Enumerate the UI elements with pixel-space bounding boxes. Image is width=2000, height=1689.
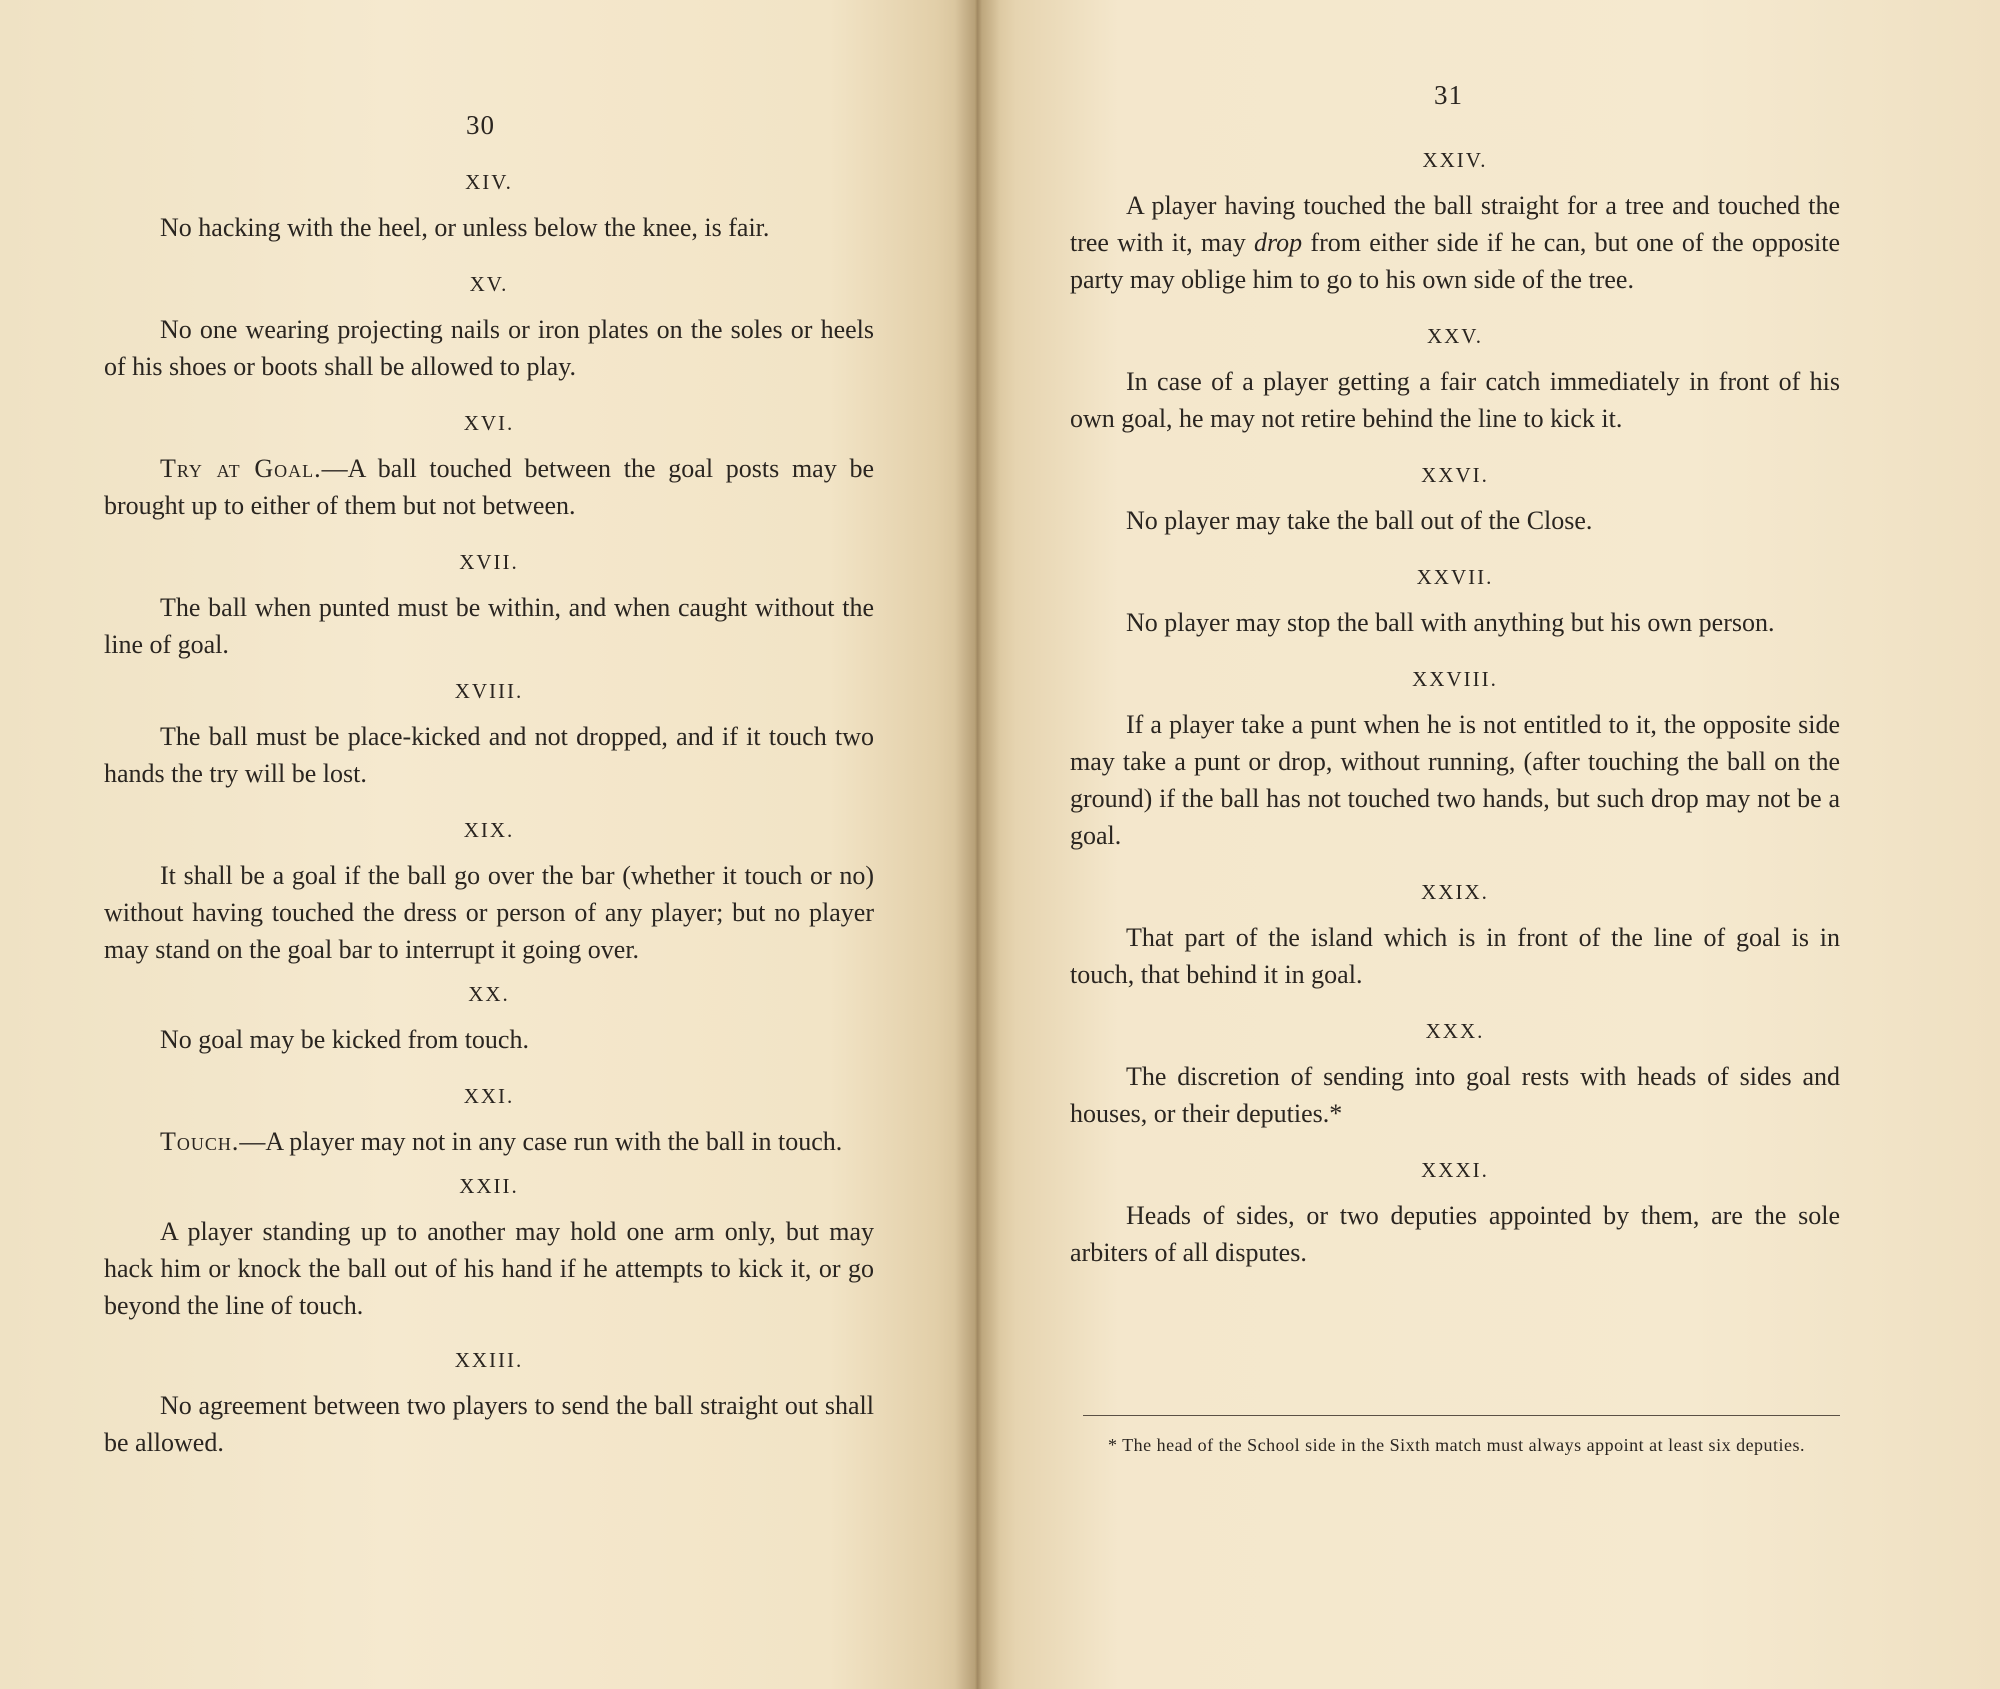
rule-body: A player having touched the ball straight for a tree and touched the tree with it, may xyxy=(1070,191,1840,257)
rule-lead: Try at Goal. xyxy=(160,454,322,483)
rule-section xyxy=(104,818,874,968)
rule-numeral: XXIV. xyxy=(1422,148,1488,172)
rule-section xyxy=(104,411,874,524)
rule-numeral: XXIII. xyxy=(454,1348,524,1372)
rule-body: —A player may not in any case run with the ball in touch. xyxy=(239,1127,843,1156)
rule-numeral: XVII. xyxy=(459,550,519,574)
rule-numeral: XXX. xyxy=(1425,1019,1485,1043)
rule-text: No player may take the ball out of the Close. xyxy=(1126,506,1593,535)
rule-text xyxy=(1070,187,1840,298)
rule-section xyxy=(1070,1019,1840,1132)
rule-text: The ball must be place-kicked and not dropped, and if it touch two hands the try will be lost. xyxy=(104,722,874,788)
rule-text: No hacking with the heel, or unless below the knee, is fair. xyxy=(160,213,770,242)
rule-section xyxy=(104,272,874,385)
rule-section xyxy=(104,679,874,792)
footnote-divider xyxy=(1083,1415,1840,1416)
rule-text: No one wearing projecting nails or iron plates on the soles or heels of his shoes or boots shall be allowed to play. xyxy=(104,315,874,381)
rule-numeral: XXXI. xyxy=(1421,1158,1489,1182)
rule-section xyxy=(104,1348,874,1461)
rule-text: That part of the island which is in front of the line of goal is in touch, that behind it in goal. xyxy=(1070,923,1840,989)
rule-text xyxy=(104,450,874,524)
rule-numeral: XXIX. xyxy=(1421,880,1489,904)
rule-body: —A ball touched between the goal posts may be brought up to either of them but not between. xyxy=(104,454,874,520)
rule-numeral: XVIII. xyxy=(454,679,524,703)
rule-text: The discretion of sending into goal rests with heads of sides and houses, or their deputies.* xyxy=(1070,1062,1840,1128)
rule-numeral: XXII. xyxy=(459,1174,519,1198)
rule-section xyxy=(1070,148,1840,298)
rule-text: If a player take a punt when he is not entitled to it, the opposite side may take a punt or drop, without running, (after touching the ball on the ground) if the ball has not touched two hands, but such drop may not be a goal. xyxy=(1070,710,1840,850)
rule-section xyxy=(1070,667,1840,854)
rule-text: Heads of sides, or two deputies appointed by them, are the sole arbiters of all disputes. xyxy=(1070,1201,1840,1267)
rule-numeral: XXV. xyxy=(1426,324,1484,348)
rule-text: In case of a player getting a fair catch immediately in front of his own goal, he may not retire behind the line to kick it. xyxy=(1070,367,1840,433)
rule-numeral: XXI. xyxy=(463,1084,515,1108)
rule-text: A player standing up to another may hold one arm only, but may hack him or knock the ball out of his hand if he attempts to kick it, or go beyond the line of touch. xyxy=(104,1217,874,1320)
rule-section xyxy=(104,550,874,663)
rule-numeral: XXVII. xyxy=(1416,565,1494,589)
rule-numeral: XV. xyxy=(469,272,509,296)
rule-text: It shall be a goal if the ball go over the bar (whether it touch or no) without having touched the dress or person of any player; but no player may stand on the goal bar to interrupt it going over. xyxy=(104,861,874,964)
rule-text: The ball when punted must be within, and when caught without the line of goal. xyxy=(104,593,874,659)
rule-numeral: XXVIII. xyxy=(1412,667,1498,691)
rule-lead: Touch. xyxy=(160,1127,240,1156)
rule-text: No agreement between two players to send the ball straight out shall be allowed. xyxy=(104,1391,874,1457)
rule-section xyxy=(1070,463,1840,539)
rule-section xyxy=(1070,324,1840,437)
rule-body: from either side if he can, but one of the opposite party may oblige him to go to his own side of the tree. xyxy=(1070,228,1840,294)
rule-text: No player may stop the ball with anything but his own person. xyxy=(1126,608,1775,637)
rule-section xyxy=(104,1174,874,1324)
rule-numeral: XXVI. xyxy=(1421,463,1489,487)
book-gutter xyxy=(955,0,1000,1689)
rule-section xyxy=(104,982,874,1058)
left-page-column xyxy=(104,170,874,1461)
left-page-number: 30 xyxy=(466,110,495,140)
rule-numeral: XIX. xyxy=(463,818,515,842)
rule-numeral: XVI. xyxy=(463,411,515,435)
rule-section xyxy=(1070,1158,1840,1271)
right-page-column xyxy=(1070,148,1840,1271)
rule-section xyxy=(104,1084,874,1160)
rule-numeral: XX. xyxy=(468,982,510,1006)
rule-italic: drop xyxy=(1253,228,1303,257)
right-page-number: 31 xyxy=(1434,80,1463,110)
rule-numeral: XIV. xyxy=(465,170,513,194)
rule-section xyxy=(104,170,874,246)
rule-text: No goal may be kicked from touch. xyxy=(160,1025,529,1054)
rule-text xyxy=(104,1123,874,1160)
footnote: * The head of the School side in the Sixth match must always appoint at least six deputies. xyxy=(1108,1435,1806,1455)
rule-section xyxy=(1070,880,1840,993)
rule-section xyxy=(1070,565,1840,641)
